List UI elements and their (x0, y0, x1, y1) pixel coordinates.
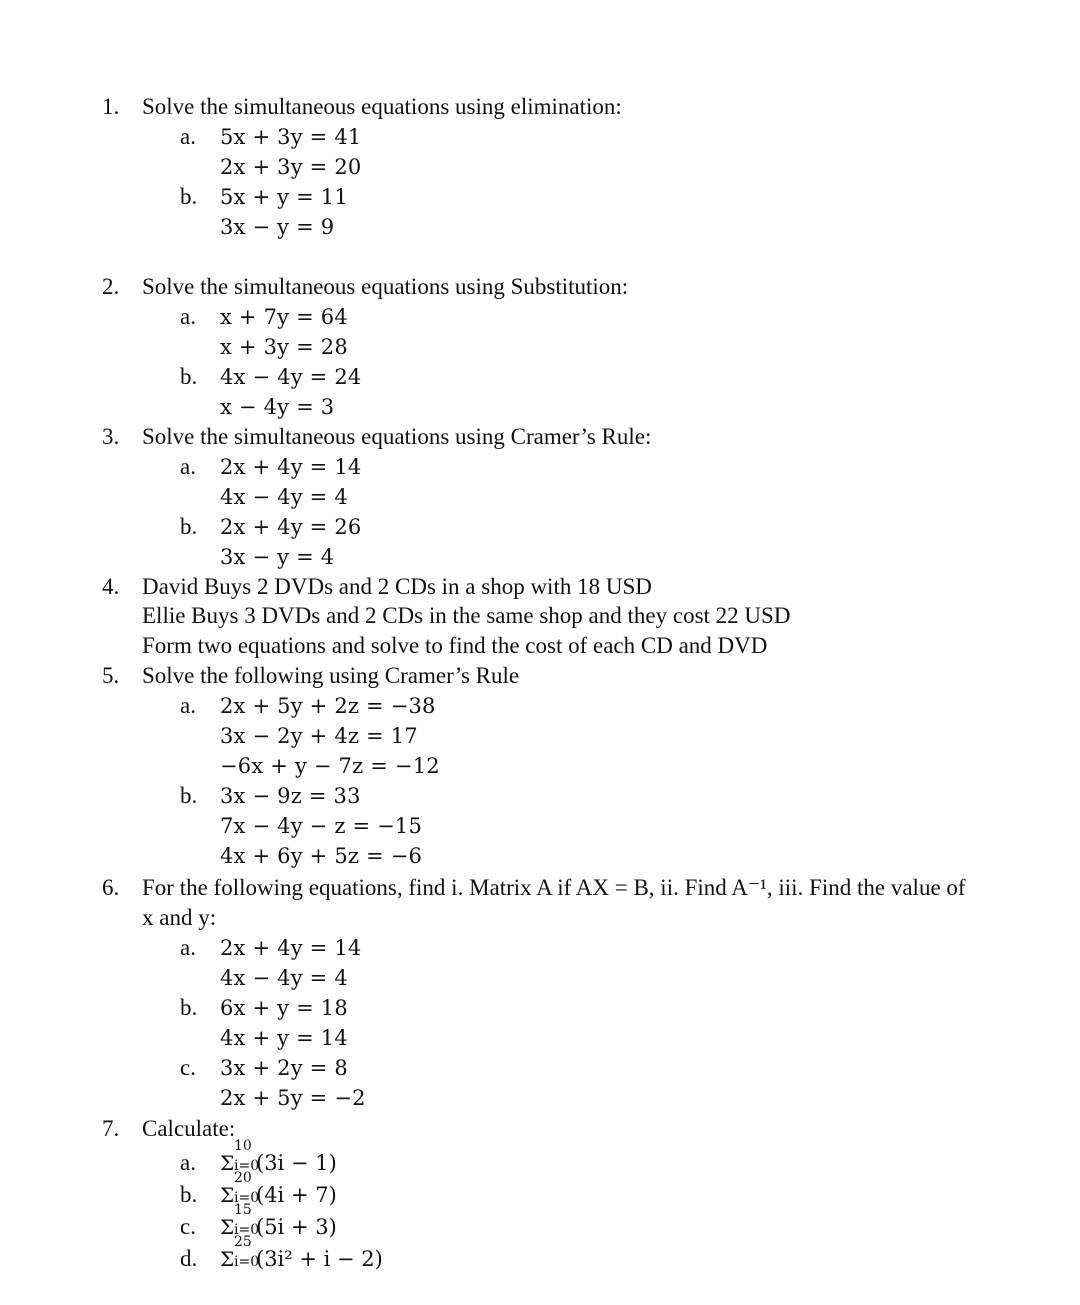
question-number: 1. (102, 94, 120, 119)
question-text: Solve the simultaneous equations using Substitution: (142, 274, 629, 299)
part-label: c. (180, 1214, 196, 1239)
sum-expression: (3i − 1) (256, 1151, 337, 1175)
equation: x − 4y = 3 (220, 395, 335, 419)
sum-lower-limit: i=0 (234, 1190, 260, 1206)
part-label: b. (180, 184, 198, 209)
part-label: b. (180, 995, 198, 1020)
sum-expression: (5i + 3) (256, 1215, 337, 1239)
sum-upper-limit: 20 (234, 1170, 252, 1186)
part-label: b. (180, 783, 198, 808)
question-text-line: For the following equations, find i. Matrix A if AX = B, ii. Find A⁻¹, iii. Find the value of (142, 875, 966, 900)
equation: 3x − y = 9 (220, 215, 335, 239)
equation: 4x + 6y + 5z = −6 (220, 844, 423, 868)
question-number: 2. (102, 274, 120, 299)
question-text-line: Ellie Buys 3 DVDs and 2 CDs in the same shop and they cost 22 USD (142, 603, 791, 628)
equation: 2x + 5y + 2z = −38 (220, 694, 436, 718)
equation: 5x + y = 11 (220, 185, 348, 209)
sum-expression: (3i² + i − 2) (256, 1247, 383, 1271)
equation: 4x − 4y = 24 (220, 365, 362, 389)
part-label: a. (180, 693, 196, 718)
equation: 4x + y = 14 (220, 1026, 348, 1050)
part-label: a. (180, 124, 196, 149)
sigma-glyph: Σ (220, 1151, 235, 1175)
question-text: Solve the simultaneous equations using Cramer’s Rule: (142, 424, 652, 449)
question-number: 3. (102, 424, 120, 449)
equation: 6x + y = 18 (220, 996, 348, 1020)
equation: 3x + 2y = 8 (220, 1056, 348, 1080)
equation: 5x + 3y = 41 (220, 125, 362, 149)
sum-upper-limit: 10 (234, 1138, 252, 1154)
equation: 2x + 4y = 14 (220, 455, 362, 479)
question-number: 5. (102, 663, 120, 688)
sigma-symbol (220, 1234, 260, 1274)
question-text-line: David Buys 2 DVDs and 2 CDs in a shop with 18 USD (142, 574, 652, 599)
part-label: c. (180, 1055, 196, 1080)
question-text: Calculate: (142, 1116, 236, 1141)
question-number: 6. (102, 875, 120, 900)
equation: 3x − 9z = 33 (220, 784, 361, 808)
question-number: 7. (102, 1116, 120, 1141)
part-label: d. (180, 1246, 198, 1271)
equation: 4x − 4y = 4 (220, 966, 348, 990)
part-label: a. (180, 454, 196, 479)
equation: 2x + 4y = 14 (220, 936, 362, 960)
equation: x + 7y = 64 (220, 305, 348, 329)
part-label: a. (180, 1150, 196, 1175)
question-text: Solve the following using Cramer’s Rule (142, 663, 520, 688)
sigma-glyph: Σ (220, 1215, 235, 1239)
equation: 4x − 4y = 4 (220, 485, 348, 509)
sum-upper-limit: 15 (234, 1202, 252, 1218)
sum-lower-limit: i=0 (234, 1222, 260, 1238)
equation: 7x − 4y − z = −15 (220, 814, 423, 838)
equation: 3x − 2y + 4z = 17 (220, 724, 418, 748)
sum-upper-limit: 25 (234, 1234, 252, 1250)
part-label: a. (180, 304, 196, 329)
part-label: b. (180, 1182, 198, 1207)
part-label: a. (180, 935, 196, 960)
equation: 2x + 4y = 26 (220, 515, 362, 539)
question-text-line: Form two equations and solve to find the cost of each CD and DVD (142, 633, 768, 658)
question-number: 4. (102, 574, 120, 599)
part-label: b. (180, 364, 198, 389)
equation: 3x − y = 4 (220, 545, 335, 569)
summation (220, 1234, 383, 1274)
equation: 2x + 5y = −2 (220, 1086, 366, 1110)
sum-lower-limit: i=0 (234, 1254, 260, 1270)
question-text-line: x and y: (142, 905, 217, 930)
part-label: b. (180, 514, 198, 539)
sum-expression: (4i + 7) (256, 1183, 337, 1207)
sum-lower-limit: i=0 (234, 1158, 260, 1174)
question-text: Solve the simultaneous equations using elimination: (142, 94, 622, 119)
equation: −6x + y − 7z = −12 (220, 754, 440, 778)
equation: x + 3y = 28 (220, 335, 348, 359)
sigma-glyph: Σ (220, 1183, 235, 1207)
equation: 2x + 3y = 20 (220, 155, 362, 179)
sigma-glyph: Σ (220, 1247, 235, 1271)
